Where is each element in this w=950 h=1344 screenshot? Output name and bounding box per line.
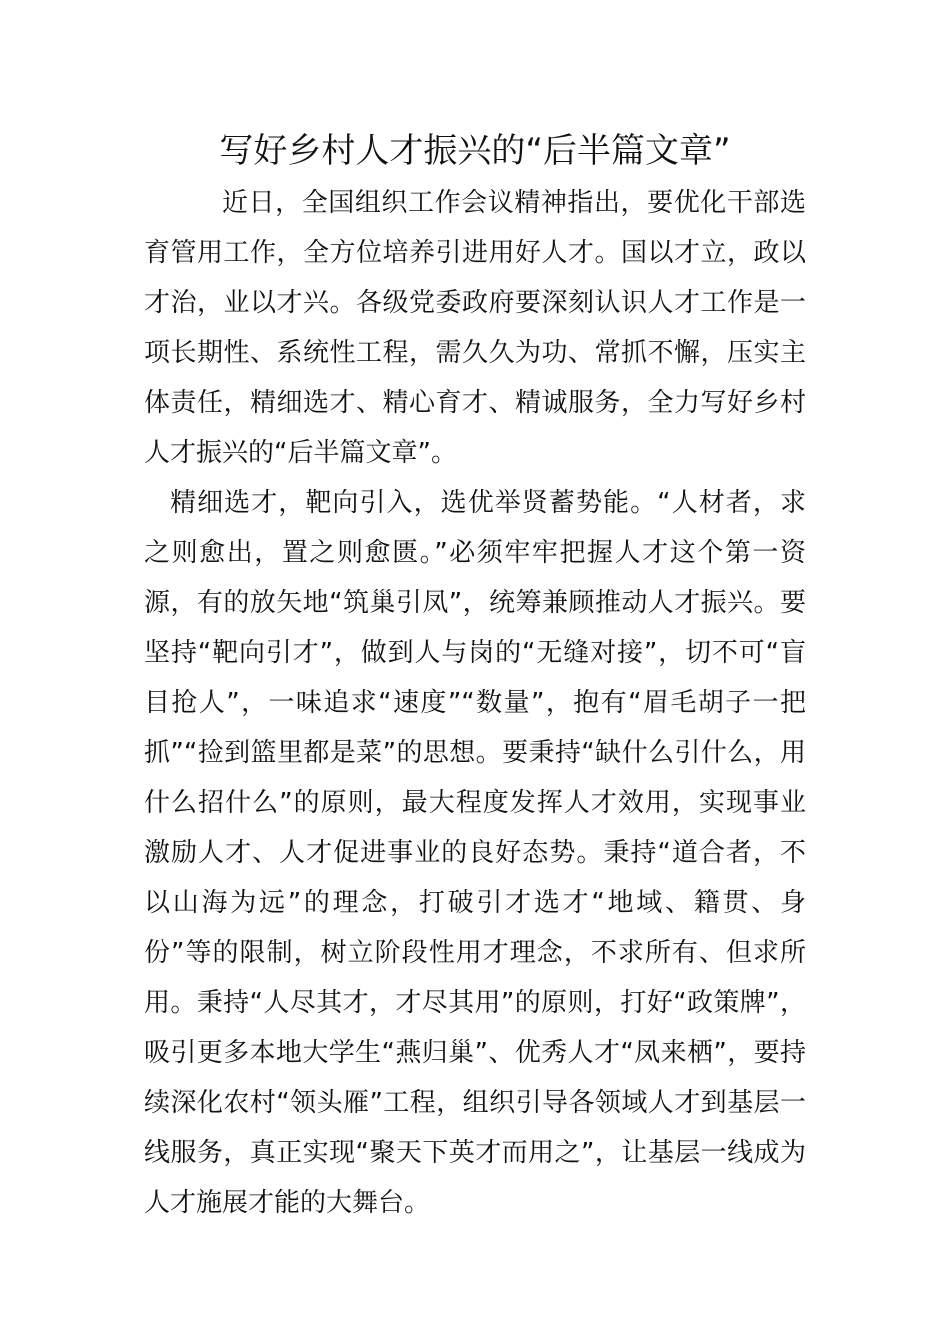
document-title: 写好乡村人才振兴的“后半篇文章” — [219, 131, 731, 171]
paragraph-intro: 近日，全国组织工作会议精神指出，要优化干部选育管用工作，全方位培养引进用好人才。国以才立，政以才治，业以才兴。各级党委政府要深刻认识人才工作是一项长期性、系统性工程，需久久为功、常抓不懈，压实主体责任，精细选才、精心育才、精诚服务，全力写好乡村人才振兴的“后半篇文章”。 — [144, 188, 806, 468]
document-body — [144, 178, 806, 1228]
paragraph-talent-selection: 精细选才，靶向引入，选优举贤蓄势能。“人材者，求之则愈出，置之则愈匮。”必须牢牢把握人才这个第一资源，有的放矢地“筑巢引凤”，统筹兼顾推动人才振兴。要坚持“靶向引才”，做到人与岗的“无缝对接”，切不可“盲目抢人”，一味追求“速度”“数量”，抱有“眉毛胡子一把抓”“捡到篮里都是菜”的思想。要秉持“缺什么引什么，用什么招什么”的原则，最大程度发挥人才效用，实现事业激励人才、人才促进事业的良好态势。秉持“道合者，不以山海为远”的理念，打破引才选才“地域、籍贯、身份”等的限制，树立阶段性用才理念，不求所有、但求所用。秉持“人尽其才，才尽其用”的原则，打好“政策牌”，吸引更多本地大学生“燕归巢”、优秀人才“凤来栖”，要持续深化农村“领头雁”工程，组织引导各领域人才到基层一线服务，真正实现“聚天下英才而用之”，让基层一线成为人才施展才能的大舞台。 — [144, 488, 806, 1218]
